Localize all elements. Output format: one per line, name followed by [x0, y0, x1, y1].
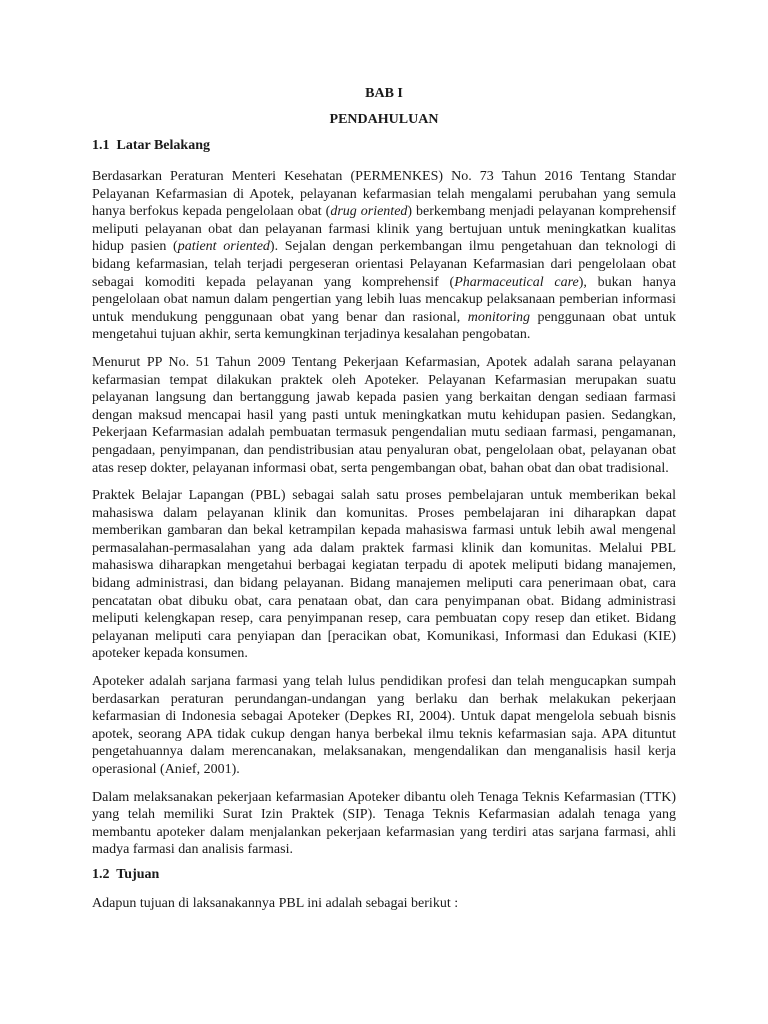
text-segment: ), bukan hanya pengelolaan obat namun dalam pengertian yang lebih luas mencakup pelaksanaan pemberian informasi untuk mendukung penggunaan obat yang benar dan rasional, [92, 274, 676, 325]
section-heading-tujuan: 1.2 Tujuan [92, 866, 160, 882]
italic-term: Pharmaceutical care [454, 274, 579, 290]
paragraph-permenkes [92, 168, 676, 344]
page-content [92, 84, 676, 913]
paragraph-tujuan [92, 895, 676, 913]
paragraph-pbl [92, 487, 676, 663]
chapter-label: BAB I [365, 86, 403, 101]
italic-term: monitoring [467, 309, 530, 325]
section-heading-latar-belakang: 1.1 Latar Belakang [92, 138, 210, 153]
chapter-title: PENDAHULUAN [329, 112, 439, 127]
text-segment: Menurut PP No. 51 Tahun 2009 Tentang Pekerjaan Kefarmasian, Apotek adalah sarana pelayanan kefarmasian tempat dilakukan praktek oleh Apoteker. Pelayanan Kefarmasian merupakan suatu pelayanan langsung dan bertanggung jawab kepada pasien yang berkaitan dengan sediaan farmasi dengan maksud mencapai hasil yang pasti untuk meningkatkan mutu kehidupan pasien. Sedangkan, Pekerjaan Kefarmasian adalah pembuatan termasuk pengendalian mutu sediaan farmasi, pengamanan, pengadaan, penyimpanan, dan pendistribusian atau penyaluran obat, pengelolaan obat, pelayanan obat atas resep dokter, pelayanan informasi obat, serta pengembangan obat, bahan obat dan obat tradisional. [92, 354, 676, 476]
italic-term: drug oriented [330, 204, 408, 220]
text-segment: penggunaan obat untuk mengetahui tujuan akhir, serta kemungkinan terjadinya kesalahan pengobatan. [92, 309, 676, 343]
text-segment: Berdasarkan Peraturan Menteri Kesehatan (PERMENKES) No. 73 Tahun 2016 Tentang Standar Pelayanan Kefarmasian di Apotek, pelayanan kefarmasian telah mengalami perubahan yang semula hanya berfokus kepada pengelolaan obat ( [92, 169, 676, 220]
text-segment: ) berkembang menjadi pelayanan komprehensif meliputi pelayanan obat dan pelayanan farmasi klinik yang bertujuan untuk meningkatkan kualitas hidup pasien ( [92, 204, 676, 255]
text-segment: Apoteker adalah sarjana farmasi yang telah lulus pendidikan profesi dan telah mengucapkan sumpah berdasarkan peraturan perundangan-undangan yang berlaku dan berhak melakukan pekerjaan kefarmasian di Indonesia sebagai Apoteker (Depkes RI, 2004). Untuk dapat mengelola sebuah bisnis apotek, seorang APA tidak cukup dengan hanya berbekal ilmu teknis kefarmasian saja. APA dituntut pengetahuannya dalam merencanakan, melaksanakan, mengendalikan dan menganalisis hasil kerja operasional (Anief, 2001). [92, 674, 676, 777]
paragraph-ttk [92, 789, 676, 859]
paragraph-pp-51 [92, 354, 676, 477]
italic-term: patient oriented [177, 239, 270, 255]
paragraph-apoteker [92, 673, 676, 779]
text-segment: Dalam melaksanakan pekerjaan kefarmasian Apoteker dibantu oleh Tenaga Teknis Kefarmasian (TTK) yang telah memiliki Surat Izin Praktek (SIP). Tenaga Teknis Kefarmasian adalah tenaga yang membantu apoteker dalam menjalankan pekerjaan kefarmasian yang terdiri atas sarjana farmasi, ahli madya farmasi dan analisis farmasi. [92, 789, 676, 858]
text-segment: Adapun tujuan di laksanakannya PBL ini adalah sebagai berikut : [92, 895, 459, 911]
text-segment: Praktek Belajar Lapangan (PBL) sebagai salah satu proses pembelajaran untuk memberikan bekal mahasiswa dalam pelayanan klinik dan komunitas. Proses pembelajaran ini diharapkan dapat memberikan gambaran dan bekal ketrampilan kepada mahasiswa farmasi untuk lebih awal mengenal permasalahan-permasalahan yang ada dalam praktek farmasi klinik dan komunitas. Melalui PBL mahasiswa diharapkan mengetahui berbagai kegiatan terpadu di apotek meliputi bidang manajemen, bidang administrasi, dan bidang pelayanan. Bidang manajemen meliputi cara penerimaan obat, cara pencatatan obat dibuku obat, cara penataan obat, dan cara penyimpanan obat. Bidang administrasi meliputi kelengkapan resep, cara penyimpanan resep, cara pembuatan copy resep dan etiket. Bidang pelayanan meliputi cara penyiapan dan [peracikan obat, Komunikasi, Informasi dan Edukasi (KIE) apoteker kepada konsumen. [92, 488, 676, 662]
text-segment: ). Sejalan dengan perkembangan ilmu pengetahuan dan teknologi di bidang kefarmasian, telah terjadi pergeseran orientasi Pelayanan Kefarmasian dari pengelolaan obat sebagai komoditi kepada pelayanan yang komprehensif ( [92, 239, 676, 290]
